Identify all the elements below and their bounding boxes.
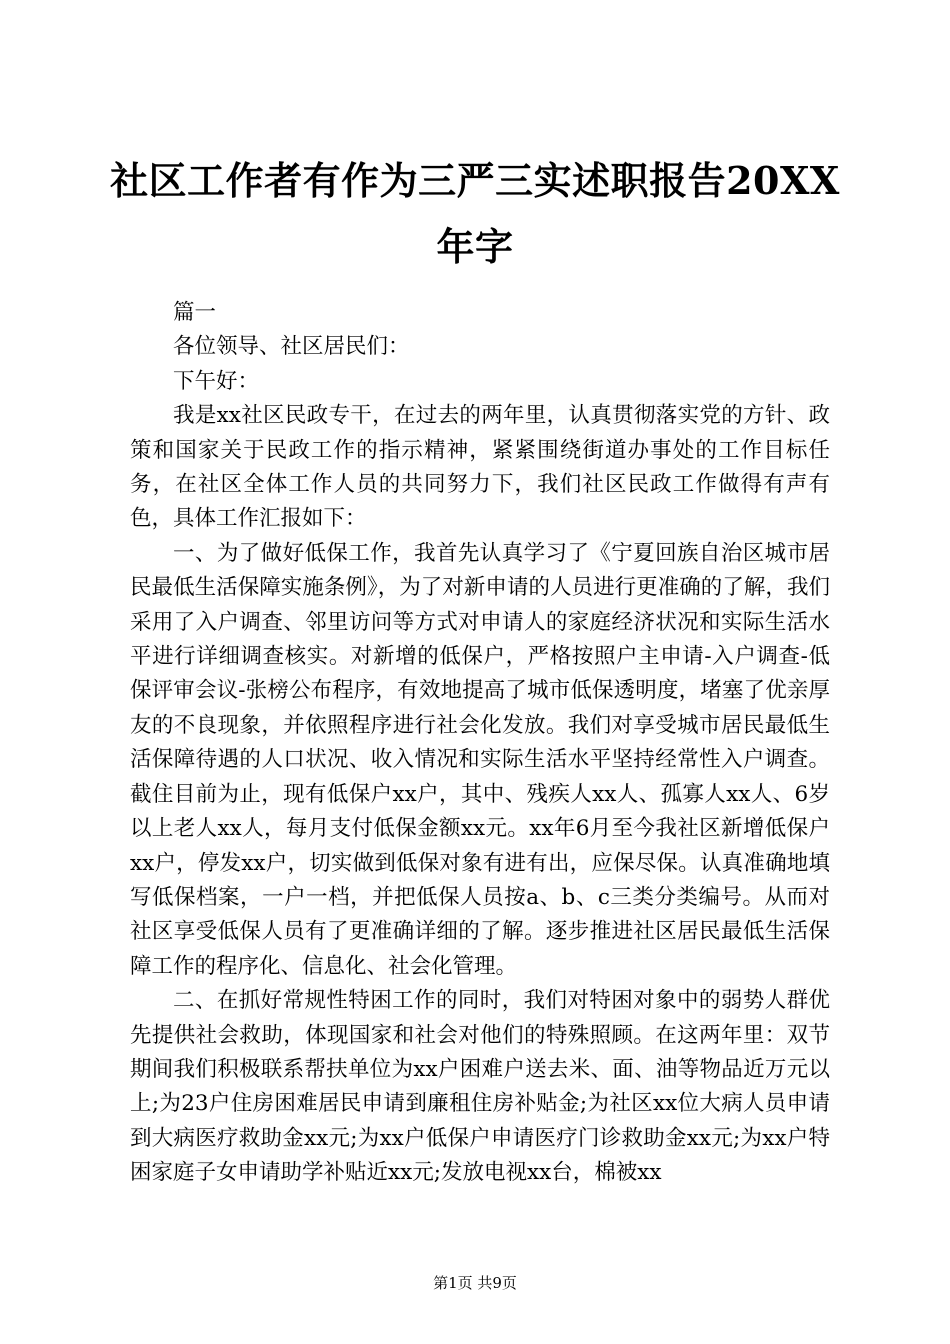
- page-number-footer: 第1页 共9页: [433, 1274, 517, 1292]
- body-paragraph: 二、在抓好常规性特困工作的同时，我们对特困对象中的弱势人群优先提供社会救助，体现国家和社会对他们的特殊照顾。在这两年里：双节期间我们积极联系帮扶单位为xx户困难户送去米、面、油等物品近万元以上;为23户住房困难居民申请到廉租住房补贴金;为社区xx位大病人员申请到大病医疗救助金xx元;为xx户低保户申请医疗门诊救助金xx元;为xx户特困家庭子女申请助学补贴近xx元;发放电视xx台，棉被xx: [130, 988, 830, 1186]
- greeting: 下午好：: [173, 368, 260, 394]
- salutation: 各位领导、社区居民们：: [173, 334, 410, 360]
- section-heading: 篇一: [173, 300, 217, 325]
- body-paragraph: 一、为了做好低保工作，我首先认真学习了《宁夏回族自治区城市居民最低生活保障实施条例》，为了对新申请的人员进行更准确的了解，我们采用了入户调查、邻里访问等方式对申请人的家庭经济状况和实际生活水平进行详细调查核实。对新增的低保户，严格按照户主申请-入户调查-低保评审会议-张榜公布程序，有效地提高了城市低保透明度，堵塞了优亲厚友的不良现象，并依照程序进行社会化发放。我们对享受城市居民最低生活保障待遇的人口状况、收入情况和实际生活水平坚持经常性入户调查。截住目前为止，现有低保户xx户，其中、残疾人xx人、孤寡人xx人、6岁以上老人xx人，每月支付低保金额xx元。xx年6月至今我社区新增低保户xx户，停发xx户，切实做到低保对象有进有出，应保尽保。认真准确地填写低保档案，一户一档，并把低保人员按a、b、c三类分类编号。从而对社区享受低保人员有了更准确详细的了解。逐步推进社区居民最低生活保障工作的程序化、信息化、社会化管理。: [130, 540, 830, 979]
- document-title: 社区工作者有作为三严三实述职报告20XX年字: [110, 158, 840, 269]
- document-body: [130, 296, 830, 1191]
- body-paragraph: 我是xx社区民政专干，在过去的两年里，认真贯彻落实党的方针、政策和国家关于民政工作的指示精神，紧紧围绕街道办事处的工作目标任务，在社区全体工作人员的共同努力下，我们社区民政工作做得有声有色，具体工作汇报如下：: [130, 403, 830, 532]
